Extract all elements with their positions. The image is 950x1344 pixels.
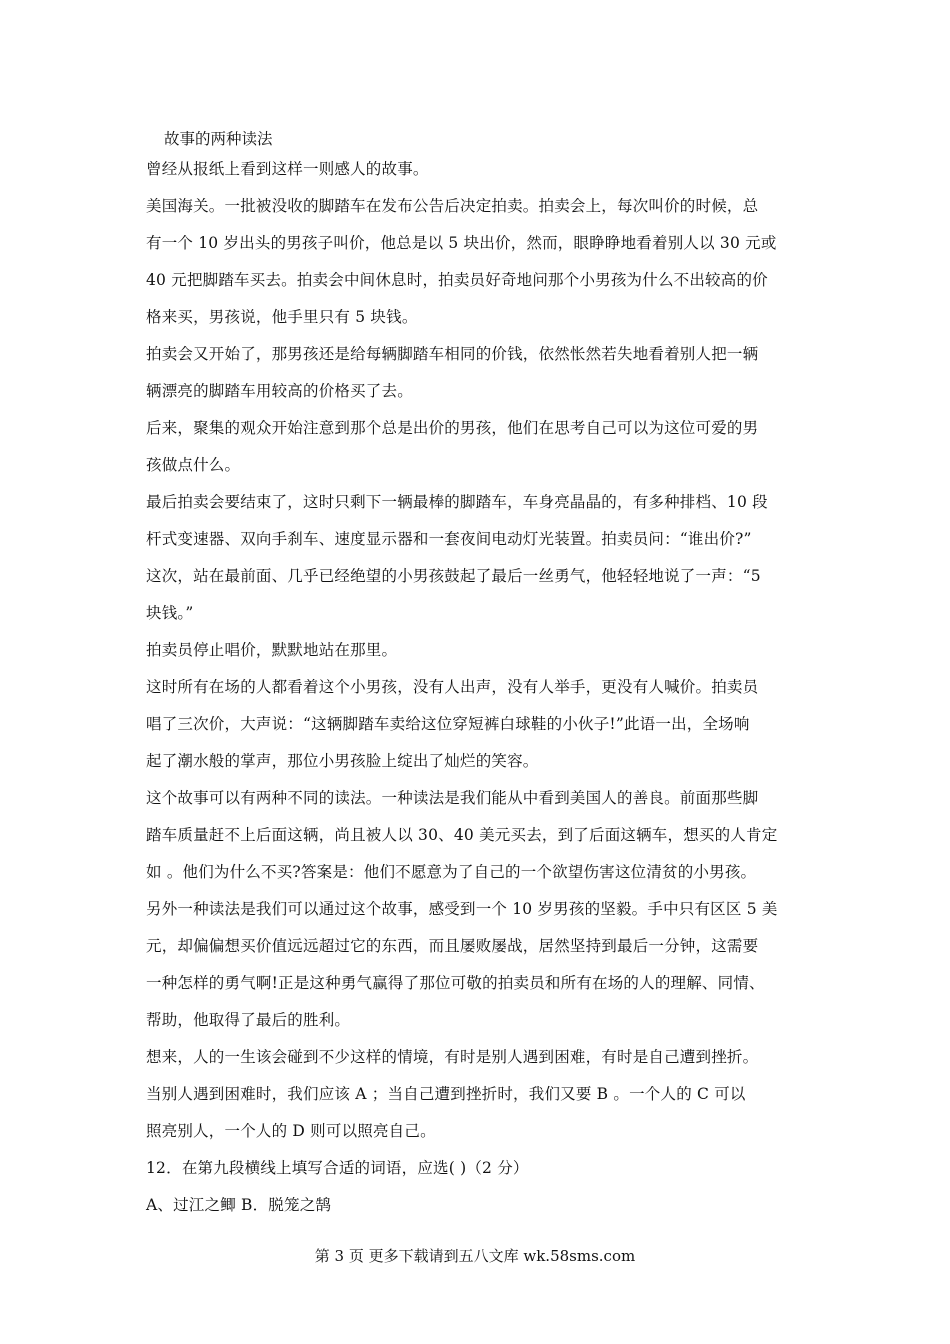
text-line: 拍卖会又开始了，那男孩还是给每辆脚踏车相同的价钱，依然怅然若失地看着别人把一辆 — [146, 345, 759, 363]
text-line: 杆式变速器、双向手刹车、速度显示器和一套夜间电动灯光装置。拍卖员问：“谁出价?” — [146, 530, 752, 548]
text-line: 块钱。” — [146, 604, 194, 622]
text-line: 这次，站在最前面、几乎已经绝望的小男孩鼓起了最后一丝勇气，他轻轻地说了一声：“5 — [146, 567, 761, 585]
text-line: 当别人遇到困难时，我们应该 A ；当自己遭到挫折时，我们又要 B 。一个人的 C 可以 — [146, 1085, 746, 1103]
text-line: 唱了三次价，大声说：“这辆脚踏车卖给这位穿短裤白球鞋的小伙子!”此语一出，全场响 — [146, 715, 750, 733]
answer-options: A、过江之鲫 B．脱笼之鹄 — [146, 1196, 332, 1214]
text-line: 照亮别人，一个人的 D 则可以照亮自己。 — [146, 1122, 436, 1140]
text-line: 拍卖员停止唱价，默默地站在那里。 — [146, 641, 398, 659]
text-line: 这个故事可以有两种不同的读法。一种读法是我们能从中看到美国人的善良。前面那些脚 — [146, 789, 759, 807]
text-line: 一种怎样的勇气啊!正是这种勇气赢得了那位可敬的拍卖员和所有在场的人的理解、同情、 — [146, 974, 765, 992]
text-line: 踏车质量赶不上后面这辆，尚且被人以 30、40 美元买去，到了后面这辆车，想买的人肯定 — [146, 826, 778, 844]
question-line: 12．在第九段横线上填写合适的词语，应选( )（2 分） — [146, 1159, 529, 1177]
text-line: 辆漂亮的脚踏车用较高的价格买了去。 — [146, 382, 413, 400]
text-line: 起了潮水般的掌声，那位小男孩脸上绽出了灿烂的笑容。 — [146, 752, 539, 770]
text-line: 有一个 10 岁出头的男孩子叫价，他总是以 5 块出价，然而，眼睁睁地看着别人以 30 元或 — [146, 234, 777, 252]
text-line: 如 。他们为什么不买?答案是：他们不愿意为了自己的一个欲望伤害这位清贫的小男孩。 — [146, 863, 757, 881]
story-title: 故事的两种读法 — [164, 130, 273, 148]
text-line: 40 元把脚踏车买去。拍卖会中间休息时，拍卖员好奇地问那个小男孩为什么不出较高的价 — [146, 271, 768, 289]
text-line: 元，却偏偏想买价值远远超过它的东西，而且屡败屡战，居然坚持到最后一分钟，这需要 — [146, 937, 759, 955]
text-line: 最后拍卖会要结束了，这时只剩下一辆最棒的脚踏车，车身亮晶晶的，有多种排档、10 段 — [146, 493, 768, 511]
text-line: 想来，人的一生该会碰到不少这样的情境，有时是别人遇到困难，有时是自己遭到挫折。 — [146, 1048, 759, 1066]
text-line: 这时所有在场的人都看着这个小男孩，没有人出声，没有人举手，更没有人喊价。拍卖员 — [146, 678, 759, 696]
text-line: 帮助，他取得了最后的胜利。 — [146, 1011, 351, 1029]
text-line: 格来买，男孩说，他手里只有 5 块钱。 — [146, 308, 418, 326]
text-line: 另外一种读法是我们可以通过这个故事，感受到一个 10 岁男孩的坚毅。手中只有区区 5 美 — [146, 900, 778, 918]
text-line: 后来，聚集的观众开始注意到那个总是出价的男孩，他们在思考自己可以为这位可爱的男 — [146, 419, 759, 437]
page-footer: 第 3 页 更多下载请到五八文库 wk.58sms.com — [314, 1247, 636, 1265]
text-line: 孩做点什么。 — [146, 456, 241, 474]
text-line: 曾经从报纸上看到这样一则感人的故事。 — [146, 160, 429, 178]
text-line: 美国海关。一批被没收的脚踏车在发布公告后决定拍卖。拍卖会上，每次叫价的时候，总 — [146, 197, 759, 215]
